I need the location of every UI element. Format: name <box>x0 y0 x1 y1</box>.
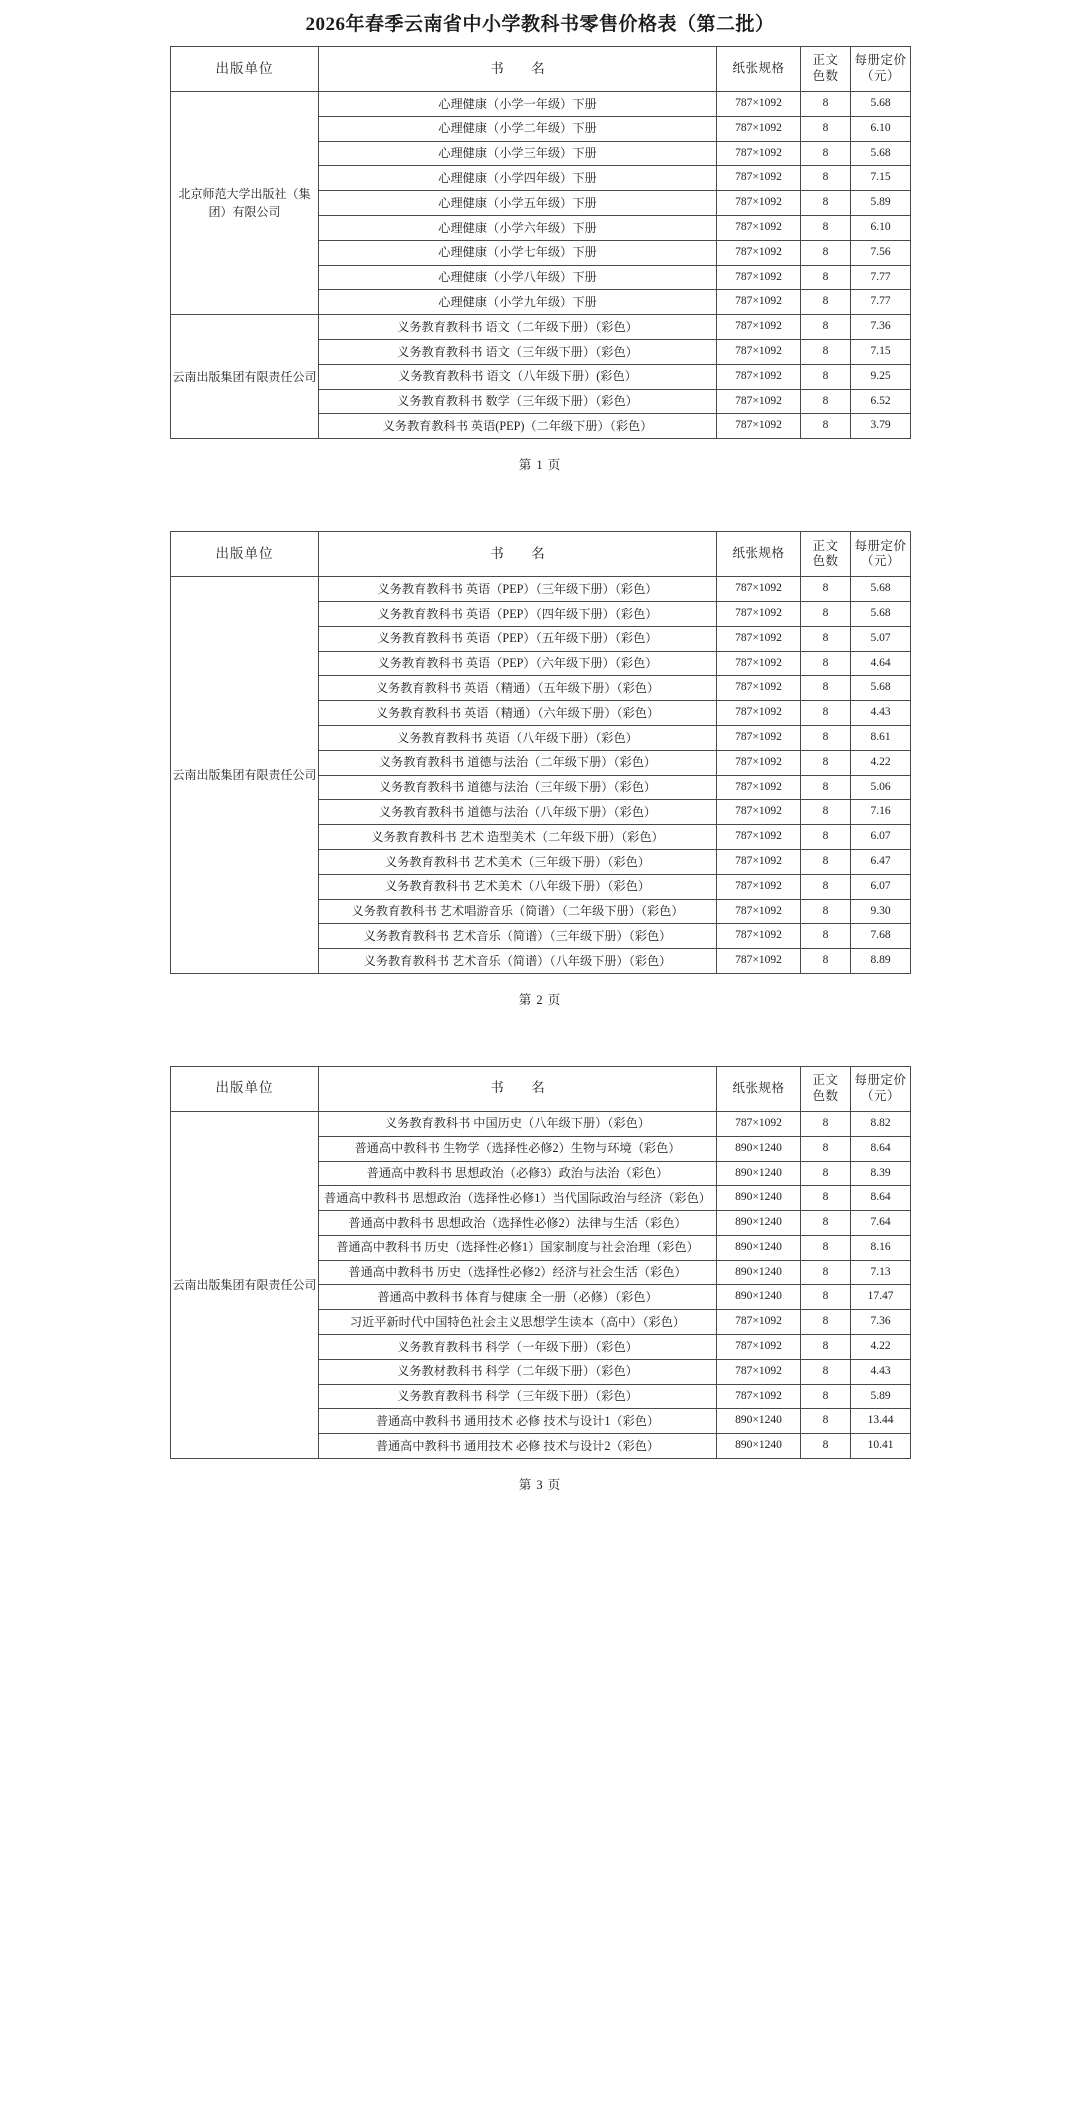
column-header-unit-price <box>851 1066 911 1111</box>
unit-price-cell: 3.79 <box>851 414 911 439</box>
column-header-unit-price-line1: 每册定价 <box>854 538 907 553</box>
color-count-cell: 8 <box>801 191 851 216</box>
book-name-cell: 义务教材教科书 科学（二年级下册）（彩色） <box>319 1359 717 1384</box>
column-header-publisher: 出版单位 <box>171 532 319 577</box>
publisher-cell: 北京师范大学出版社（集团）有限公司 <box>171 92 319 315</box>
paper-spec-cell: 787×1092 <box>717 215 801 240</box>
book-name-cell: 心理健康（小学二年级）下册 <box>319 116 717 141</box>
color-count-cell: 8 <box>801 924 851 949</box>
unit-price-cell: 4.43 <box>851 701 911 726</box>
color-count-cell: 8 <box>801 1384 851 1409</box>
paper-spec-cell: 890×1240 <box>717 1285 801 1310</box>
unit-price-cell: 6.10 <box>851 215 911 240</box>
color-count-cell: 8 <box>801 775 851 800</box>
color-count-cell: 8 <box>801 1335 851 1360</box>
unit-price-cell: 5.68 <box>851 92 911 117</box>
paper-spec-cell: 787×1092 <box>717 290 801 315</box>
color-count-cell: 8 <box>801 874 851 899</box>
book-name-cell: 心理健康（小学六年级）下册 <box>319 215 717 240</box>
unit-price-cell: 17.47 <box>851 1285 911 1310</box>
unit-price-cell: 6.07 <box>851 825 911 850</box>
paper-spec-cell: 890×1240 <box>717 1186 801 1211</box>
document-title: 2026年春季云南省中小学教科书零售价格表（第二批） <box>305 14 775 35</box>
page-gap <box>0 1493 1080 1511</box>
paper-spec-cell: 890×1240 <box>717 1434 801 1459</box>
book-name-cell: 义务教育教科书 语文（三年级下册）（彩色） <box>319 339 717 364</box>
paper-spec-cell: 787×1092 <box>717 626 801 651</box>
column-header-unit-price-line1: 每册定价 <box>854 1073 907 1088</box>
column-header-color-count-line1: 正文 <box>812 1073 839 1088</box>
column-header-publisher: 出版单位 <box>171 47 319 92</box>
publisher-cell: 云南出版集团有限责任公司 <box>171 1111 319 1458</box>
book-name-cell: 义务教育教科书 英语（八年级下册）（彩色） <box>319 725 717 750</box>
column-header-book-name: 书 名 <box>319 1066 717 1111</box>
unit-price-cell: 7.36 <box>851 1310 911 1335</box>
color-count-cell: 8 <box>801 414 851 439</box>
paper-spec-cell: 890×1240 <box>717 1136 801 1161</box>
paper-spec-cell: 787×1092 <box>717 676 801 701</box>
column-header-color-count <box>801 1066 851 1111</box>
unit-price-cell: 5.68 <box>851 141 911 166</box>
book-name-cell: 普通高中教科书 思想政治（选择性必修1）当代国际政治与经济（彩色） <box>319 1186 717 1211</box>
color-count-cell: 8 <box>801 601 851 626</box>
color-count-cell: 8 <box>801 577 851 602</box>
price-table-page <box>170 1066 910 1493</box>
column-header-paper-spec: 纸张规格 <box>717 1066 801 1111</box>
unit-price-cell: 7.13 <box>851 1260 911 1285</box>
table-header-row <box>171 1066 911 1111</box>
unit-price-cell: 8.61 <box>851 725 911 750</box>
table-row <box>171 577 911 602</box>
paper-spec-cell: 787×1092 <box>717 725 801 750</box>
paper-spec-cell: 787×1092 <box>717 240 801 265</box>
paper-spec-cell: 787×1092 <box>717 1384 801 1409</box>
book-name-cell: 普通高中教科书 通用技术 必修 技术与设计2（彩色） <box>319 1434 717 1459</box>
unit-price-cell: 7.64 <box>851 1211 911 1236</box>
color-count-cell: 8 <box>801 899 851 924</box>
book-name-cell: 义务教育教科书 科学（三年级下册）（彩色） <box>319 1384 717 1409</box>
book-name-cell: 义务教育教科书 数学（三年级下册）（彩色） <box>319 389 717 414</box>
table-row <box>171 1111 911 1136</box>
book-name-cell: 普通高中教科书 通用技术 必修 技术与设计1（彩色） <box>319 1409 717 1434</box>
column-header-color-count-line1: 正文 <box>812 538 839 553</box>
color-count-cell: 8 <box>801 1434 851 1459</box>
unit-price-cell: 4.22 <box>851 750 911 775</box>
unit-price-cell: 7.15 <box>851 339 911 364</box>
paper-spec-cell: 787×1092 <box>717 339 801 364</box>
unit-price-cell: 9.25 <box>851 364 911 389</box>
unit-price-cell: 9.30 <box>851 899 911 924</box>
unit-price-cell: 13.44 <box>851 1409 911 1434</box>
unit-price-cell: 4.22 <box>851 1335 911 1360</box>
color-count-cell: 8 <box>801 364 851 389</box>
unit-price-cell: 6.47 <box>851 849 911 874</box>
book-name-cell: 义务教育教科书 艺术唱游音乐（简谱）（二年级下册）（彩色） <box>319 899 717 924</box>
unit-price-cell: 8.39 <box>851 1161 911 1186</box>
table-row <box>171 315 911 340</box>
book-name-cell: 义务教育教科书 英语（PEP）（五年级下册）（彩色） <box>319 626 717 651</box>
paper-spec-cell: 787×1092 <box>717 141 801 166</box>
color-count-cell: 8 <box>801 1186 851 1211</box>
paper-spec-cell: 787×1092 <box>717 191 801 216</box>
paper-spec-cell: 890×1240 <box>717 1211 801 1236</box>
book-name-cell: 义务教育教科书 艺术美术（八年级下册）（彩色） <box>319 874 717 899</box>
publisher-cell: 云南出版集团有限责任公司 <box>171 315 319 439</box>
paper-spec-cell: 890×1240 <box>717 1161 801 1186</box>
price-table <box>170 46 911 439</box>
book-name-cell: 义务教育教科书 道德与法治（三年级下册）（彩色） <box>319 775 717 800</box>
book-name-cell: 义务教育教科书 语文（二年级下册）（彩色） <box>319 315 717 340</box>
unit-price-cell: 6.10 <box>851 116 911 141</box>
book-name-cell: 义务教育教科书 艺术美术（三年级下册）（彩色） <box>319 849 717 874</box>
color-count-cell: 8 <box>801 116 851 141</box>
book-name-cell: 义务教育教科书 艺术 造型美术（二年级下册）（彩色） <box>319 825 717 850</box>
paper-spec-cell: 787×1092 <box>717 414 801 439</box>
column-header-color-count-line2: 色数 <box>812 69 839 83</box>
paper-spec-cell: 787×1092 <box>717 1335 801 1360</box>
color-count-cell: 8 <box>801 626 851 651</box>
pages-container <box>0 46 1080 1511</box>
book-name-cell: 习近平新时代中国特色社会主义思想学生读本（高中）（彩色） <box>319 1310 717 1335</box>
unit-price-cell: 5.89 <box>851 191 911 216</box>
book-name-cell: 义务教育教科书 英语（PEP）（三年级下册）（彩色） <box>319 577 717 602</box>
color-count-cell: 8 <box>801 849 851 874</box>
paper-spec-cell: 890×1240 <box>717 1235 801 1260</box>
unit-price-cell: 7.56 <box>851 240 911 265</box>
book-name-cell: 普通高中教科书 历史（选择性必修2）经济与社会生活（彩色） <box>319 1260 717 1285</box>
page-number-footer: 第 1 页 <box>518 458 562 473</box>
book-name-cell: 普通高中教科书 思想政治（选择性必修2）法律与生活（彩色） <box>319 1211 717 1236</box>
unit-price-cell: 7.16 <box>851 800 911 825</box>
unit-price-cell: 4.43 <box>851 1359 911 1384</box>
book-name-cell: 心理健康（小学四年级）下册 <box>319 166 717 191</box>
paper-spec-cell: 787×1092 <box>717 899 801 924</box>
color-count-cell: 8 <box>801 676 851 701</box>
price-table-page <box>170 531 910 1008</box>
unit-price-cell: 6.52 <box>851 389 911 414</box>
unit-price-cell: 5.68 <box>851 577 911 602</box>
unit-price-cell: 8.89 <box>851 949 911 974</box>
column-header-color-count-line2: 色数 <box>812 1088 839 1103</box>
paper-spec-cell: 787×1092 <box>717 1111 801 1136</box>
color-count-cell: 8 <box>801 825 851 850</box>
page-gap <box>0 1008 1080 1066</box>
book-name-cell: 心理健康（小学三年级）下册 <box>319 141 717 166</box>
color-count-cell: 8 <box>801 339 851 364</box>
column-header-unit-price <box>851 532 911 577</box>
book-name-cell: 义务教育教科书 艺术音乐（简谱）（八年级下册）（彩色） <box>319 949 717 974</box>
unit-price-cell: 7.77 <box>851 290 911 315</box>
column-header-color-count <box>801 532 851 577</box>
color-count-cell: 8 <box>801 1136 851 1161</box>
paper-spec-cell: 787×1092 <box>717 92 801 117</box>
paper-spec-cell: 787×1092 <box>717 389 801 414</box>
price-table <box>170 531 911 974</box>
paper-spec-cell: 787×1092 <box>717 775 801 800</box>
column-header-color-count-line2: 色数 <box>812 554 839 569</box>
column-header-book-name: 书 名 <box>319 47 717 92</box>
book-name-cell: 心理健康（小学九年级）下册 <box>319 290 717 315</box>
book-name-cell: 义务教育教科书 科学（一年级下册）（彩色） <box>319 1335 717 1360</box>
color-count-cell: 8 <box>801 750 851 775</box>
paper-spec-cell: 787×1092 <box>717 701 801 726</box>
column-header-paper-spec: 纸张规格 <box>717 532 801 577</box>
paper-spec-cell: 787×1092 <box>717 364 801 389</box>
unit-price-cell: 5.68 <box>851 601 911 626</box>
book-name-cell: 义务教育教科书 道德与法治（八年级下册）（彩色） <box>319 800 717 825</box>
table-header-row <box>171 47 911 92</box>
unit-price-cell: 7.77 <box>851 265 911 290</box>
column-header-paper-spec: 纸张规格 <box>717 47 801 92</box>
color-count-cell: 8 <box>801 92 851 117</box>
color-count-cell: 8 <box>801 265 851 290</box>
book-name-cell: 义务教育教科书 艺术音乐（简谱）（三年级下册）（彩色） <box>319 924 717 949</box>
color-count-cell: 8 <box>801 290 851 315</box>
book-name-cell: 义务教育教科书 语文（八年级下册）(彩色） <box>319 364 717 389</box>
price-table <box>170 1066 911 1459</box>
color-count-cell: 8 <box>801 1211 851 1236</box>
color-count-cell: 8 <box>801 1409 851 1434</box>
book-name-cell: 心理健康（小学八年级）下册 <box>319 265 717 290</box>
color-count-cell: 8 <box>801 800 851 825</box>
paper-spec-cell: 787×1092 <box>717 166 801 191</box>
unit-price-cell: 4.64 <box>851 651 911 676</box>
column-header-color-count-line1: 正文 <box>812 53 839 68</box>
unit-price-cell: 10.41 <box>851 1434 911 1459</box>
color-count-cell: 8 <box>801 701 851 726</box>
book-name-cell: 义务教育教科书 英语（精通）（五年级下册）（彩色） <box>319 676 717 701</box>
color-count-cell: 8 <box>801 1359 851 1384</box>
book-name-cell: 义务教育教科书 英语（PEP）（六年级下册）（彩色） <box>319 651 717 676</box>
paper-spec-cell: 787×1092 <box>717 750 801 775</box>
color-count-cell: 8 <box>801 166 851 191</box>
color-count-cell: 8 <box>801 1260 851 1285</box>
book-name-cell: 普通高中教科书 生物学（选择性必修2）生物与环境（彩色） <box>319 1136 717 1161</box>
paper-spec-cell: 787×1092 <box>717 601 801 626</box>
unit-price-cell: 8.64 <box>851 1186 911 1211</box>
book-name-cell: 普通高中教科书 思想政治（必修3）政治与法治（彩色） <box>319 1161 717 1186</box>
color-count-cell: 8 <box>801 215 851 240</box>
paper-spec-cell: 787×1092 <box>717 1359 801 1384</box>
color-count-cell: 8 <box>801 949 851 974</box>
paper-spec-cell: 787×1092 <box>717 849 801 874</box>
color-count-cell: 8 <box>801 725 851 750</box>
unit-price-cell: 5.68 <box>851 676 911 701</box>
table-header-row <box>171 532 911 577</box>
paper-spec-cell: 787×1092 <box>717 1310 801 1335</box>
paper-spec-cell: 787×1092 <box>717 949 801 974</box>
unit-price-cell: 5.07 <box>851 626 911 651</box>
paper-spec-cell: 890×1240 <box>717 1409 801 1434</box>
book-name-cell: 普通高中教科书 体育与健康 全一册（必修）（彩色） <box>319 1285 717 1310</box>
paper-spec-cell: 787×1092 <box>717 924 801 949</box>
color-count-cell: 8 <box>801 240 851 265</box>
column-header-book-name: 书 名 <box>319 532 717 577</box>
column-header-unit-price <box>851 47 911 92</box>
book-name-cell: 义务教育教科书 中国历史（八年级下册）（彩色） <box>319 1111 717 1136</box>
unit-price-cell: 7.36 <box>851 315 911 340</box>
column-header-color-count <box>801 47 851 92</box>
book-name-cell: 普通高中教科书 历史（选择性必修1）国家制度与社会治理（彩色） <box>319 1235 717 1260</box>
column-header-unit-price-line2: （元） <box>860 1088 900 1103</box>
book-name-cell: 义务教育教科书 道德与法治（二年级下册）（彩色） <box>319 750 717 775</box>
paper-spec-cell: 787×1092 <box>717 825 801 850</box>
paper-spec-cell: 787×1092 <box>717 874 801 899</box>
unit-price-cell: 7.15 <box>851 166 911 191</box>
book-name-cell: 心理健康（小学五年级）下册 <box>319 191 717 216</box>
page-number-footer: 第 2 页 <box>518 992 562 1007</box>
book-name-cell: 心理健康（小学一年级）下册 <box>319 92 717 117</box>
unit-price-cell: 6.07 <box>851 874 911 899</box>
paper-spec-cell: 787×1092 <box>717 651 801 676</box>
book-name-cell: 义务教育教科书 英语（PEP）（四年级下册）（彩色） <box>319 601 717 626</box>
table-row <box>171 92 911 117</box>
column-header-unit-price-line1: 每册定价 <box>854 53 907 68</box>
paper-spec-cell: 787×1092 <box>717 116 801 141</box>
column-header-unit-price-line2: （元） <box>860 554 900 569</box>
price-table-page <box>170 46 910 473</box>
color-count-cell: 8 <box>801 141 851 166</box>
color-count-cell: 8 <box>801 1285 851 1310</box>
unit-price-cell: 8.16 <box>851 1235 911 1260</box>
column-header-unit-price-line2: （元） <box>860 69 900 83</box>
unit-price-cell: 7.68 <box>851 924 911 949</box>
unit-price-cell: 8.82 <box>851 1111 911 1136</box>
color-count-cell: 8 <box>801 1235 851 1260</box>
paper-spec-cell: 787×1092 <box>717 800 801 825</box>
paper-spec-cell: 787×1092 <box>717 315 801 340</box>
publisher-cell: 云南出版集团有限责任公司 <box>171 577 319 974</box>
page-number-footer: 第 3 页 <box>518 1478 562 1493</box>
color-count-cell: 8 <box>801 1161 851 1186</box>
page-gap <box>0 473 1080 531</box>
color-count-cell: 8 <box>801 1111 851 1136</box>
paper-spec-cell: 787×1092 <box>717 265 801 290</box>
unit-price-cell: 5.06 <box>851 775 911 800</box>
paper-spec-cell: 890×1240 <box>717 1260 801 1285</box>
color-count-cell: 8 <box>801 1310 851 1335</box>
book-name-cell: 义务教育教科书 英语(PEP)（二年级下册）（彩色） <box>319 414 717 439</box>
column-header-publisher: 出版单位 <box>171 1066 319 1111</box>
book-name-cell: 心理健康（小学七年级）下册 <box>319 240 717 265</box>
color-count-cell: 8 <box>801 389 851 414</box>
unit-price-cell: 8.64 <box>851 1136 911 1161</box>
unit-price-cell: 5.89 <box>851 1384 911 1409</box>
color-count-cell: 8 <box>801 651 851 676</box>
paper-spec-cell: 787×1092 <box>717 577 801 602</box>
color-count-cell: 8 <box>801 315 851 340</box>
book-name-cell: 义务教育教科书 英语（精通）（六年级下册）（彩色） <box>319 701 717 726</box>
